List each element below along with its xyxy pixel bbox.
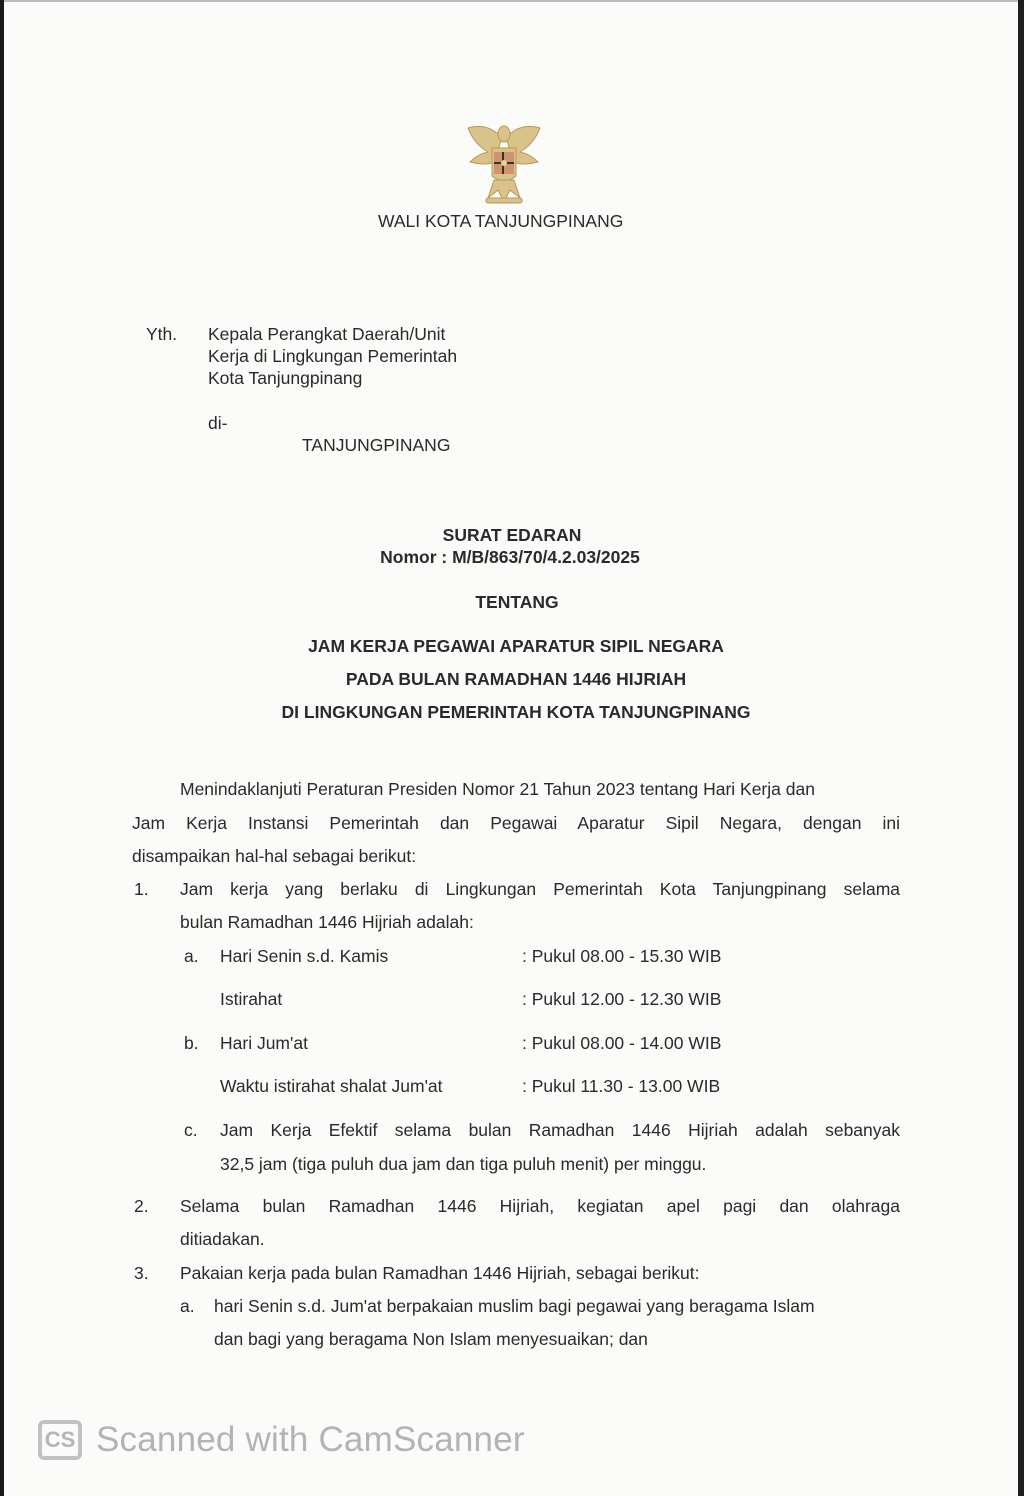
intro-line-3: disampaikan hal-hal sebagai berikut: (132, 846, 417, 866)
subject-line-1: JAM KERJA PEGAWAI APARATUR SIPIL NEGARA (308, 636, 724, 656)
item-1c-line-2: 32,5 jam (tiga puluh dua jam dan tiga puluh menit) per minggu. (220, 1154, 707, 1174)
camscanner-logo-icon: CS (38, 1420, 82, 1460)
item-3a-letter: a. (180, 1296, 195, 1316)
item-1c-letter: c. (184, 1120, 198, 1140)
schedule-letter-a: a. (184, 946, 199, 966)
schedule-label-break: Istirahat (220, 989, 283, 1009)
item-2-number: 2. (134, 1196, 149, 1216)
item-1-line-1: Jam kerja yang berlaku di Lingkungan Pemerintah Kota Tanjungpinang selama (180, 879, 900, 899)
schedule-value-mon-thu: : Pukul 08.00 - 15.30 WIB (522, 946, 722, 966)
schedule-label-mon-thu: Hari Senin s.d. Kamis (220, 946, 389, 966)
schedule-label-friday: Hari Jum'at (220, 1033, 308, 1053)
recipient-di: di- (208, 413, 228, 433)
schedule-label-friday-prayer: Waktu istirahat shalat Jum'at (220, 1076, 443, 1096)
schedule-value-break: : Pukul 12.00 - 12.30 WIB (522, 989, 722, 1009)
item-1-number: 1. (134, 879, 149, 899)
item-2-line-1: Selama bulan Ramadhan 1446 Hijriah, kegiatan apel pagi dan olahraga (180, 1196, 900, 1216)
watermark-text: Scanned with CamScanner (96, 1420, 525, 1459)
recipient-line-1: Kepala Perangkat Daerah/Unit (208, 324, 446, 344)
subject-line-2: PADA BULAN RAMADHAN 1446 HIJRIAH (345, 669, 687, 689)
doc-tentang: TENTANG (475, 592, 559, 612)
schedule-value-friday: : Pukul 08.00 - 14.00 WIB (522, 1033, 722, 1053)
schedule-value-friday-prayer: : Pukul 11.30 - 13.00 WIB (522, 1076, 721, 1096)
scan-edge-top (0, 0, 1024, 2)
scan-edge-right (1018, 0, 1024, 1496)
recipient-prefix: Yth. (146, 324, 178, 344)
doc-heading: SURAT EDARAN (442, 525, 582, 545)
item-3-line-1: Pakaian kerja pada bulan Ramadhan 1446 Hijriah, sebagai berikut: (180, 1263, 700, 1283)
recipient-line-3: Kota Tanjungpinang (208, 368, 363, 388)
subject-line-3: DI LINGKUNGAN PEMERINTAH KOTA TANJUNGPINANG (281, 702, 751, 722)
item-1c-line-1: Jam Kerja Efektif selama bulan Ramadhan 1446 Hijriah adalah sebanyak (220, 1120, 900, 1140)
letterhead-title: WALI KOTA TANJUNGPINANG (378, 211, 624, 231)
item-3a-line-1: hari Senin s.d. Jum'at berpakaian muslim bagi pegawai yang beragama Islam (214, 1296, 815, 1316)
intro-line-2: Jam Kerja Instansi Pemerintah dan Pegawai Aparatur Sipil Negara, dengan ini (132, 813, 900, 833)
item-3-number: 3. (134, 1263, 149, 1283)
item-3a-line-2: dan bagi yang beragama Non Islam menyesuaikan; dan (214, 1329, 648, 1349)
recipient-place: TANJUNGPINANG (302, 435, 451, 455)
garuda-emblem-icon (458, 118, 550, 206)
camscanner-watermark (38, 1414, 525, 1466)
item-2-line-2: ditiadakan. (180, 1229, 265, 1249)
schedule-letter-b: b. (184, 1033, 199, 1053)
doc-number: Nomor : M/B/863/70/4.2.03/2025 (380, 547, 640, 567)
intro-line-1: Menindaklanjuti Peraturan Presiden Nomor 21 Tahun 2023 tentang Hari Kerja dan (180, 779, 815, 799)
recipient-line-2: Kerja di Lingkungan Pemerintah (208, 346, 458, 366)
scan-edge-left (0, 0, 4, 1496)
item-1-line-2: bulan Ramadhan 1446 Hijriah adalah: (180, 912, 474, 932)
